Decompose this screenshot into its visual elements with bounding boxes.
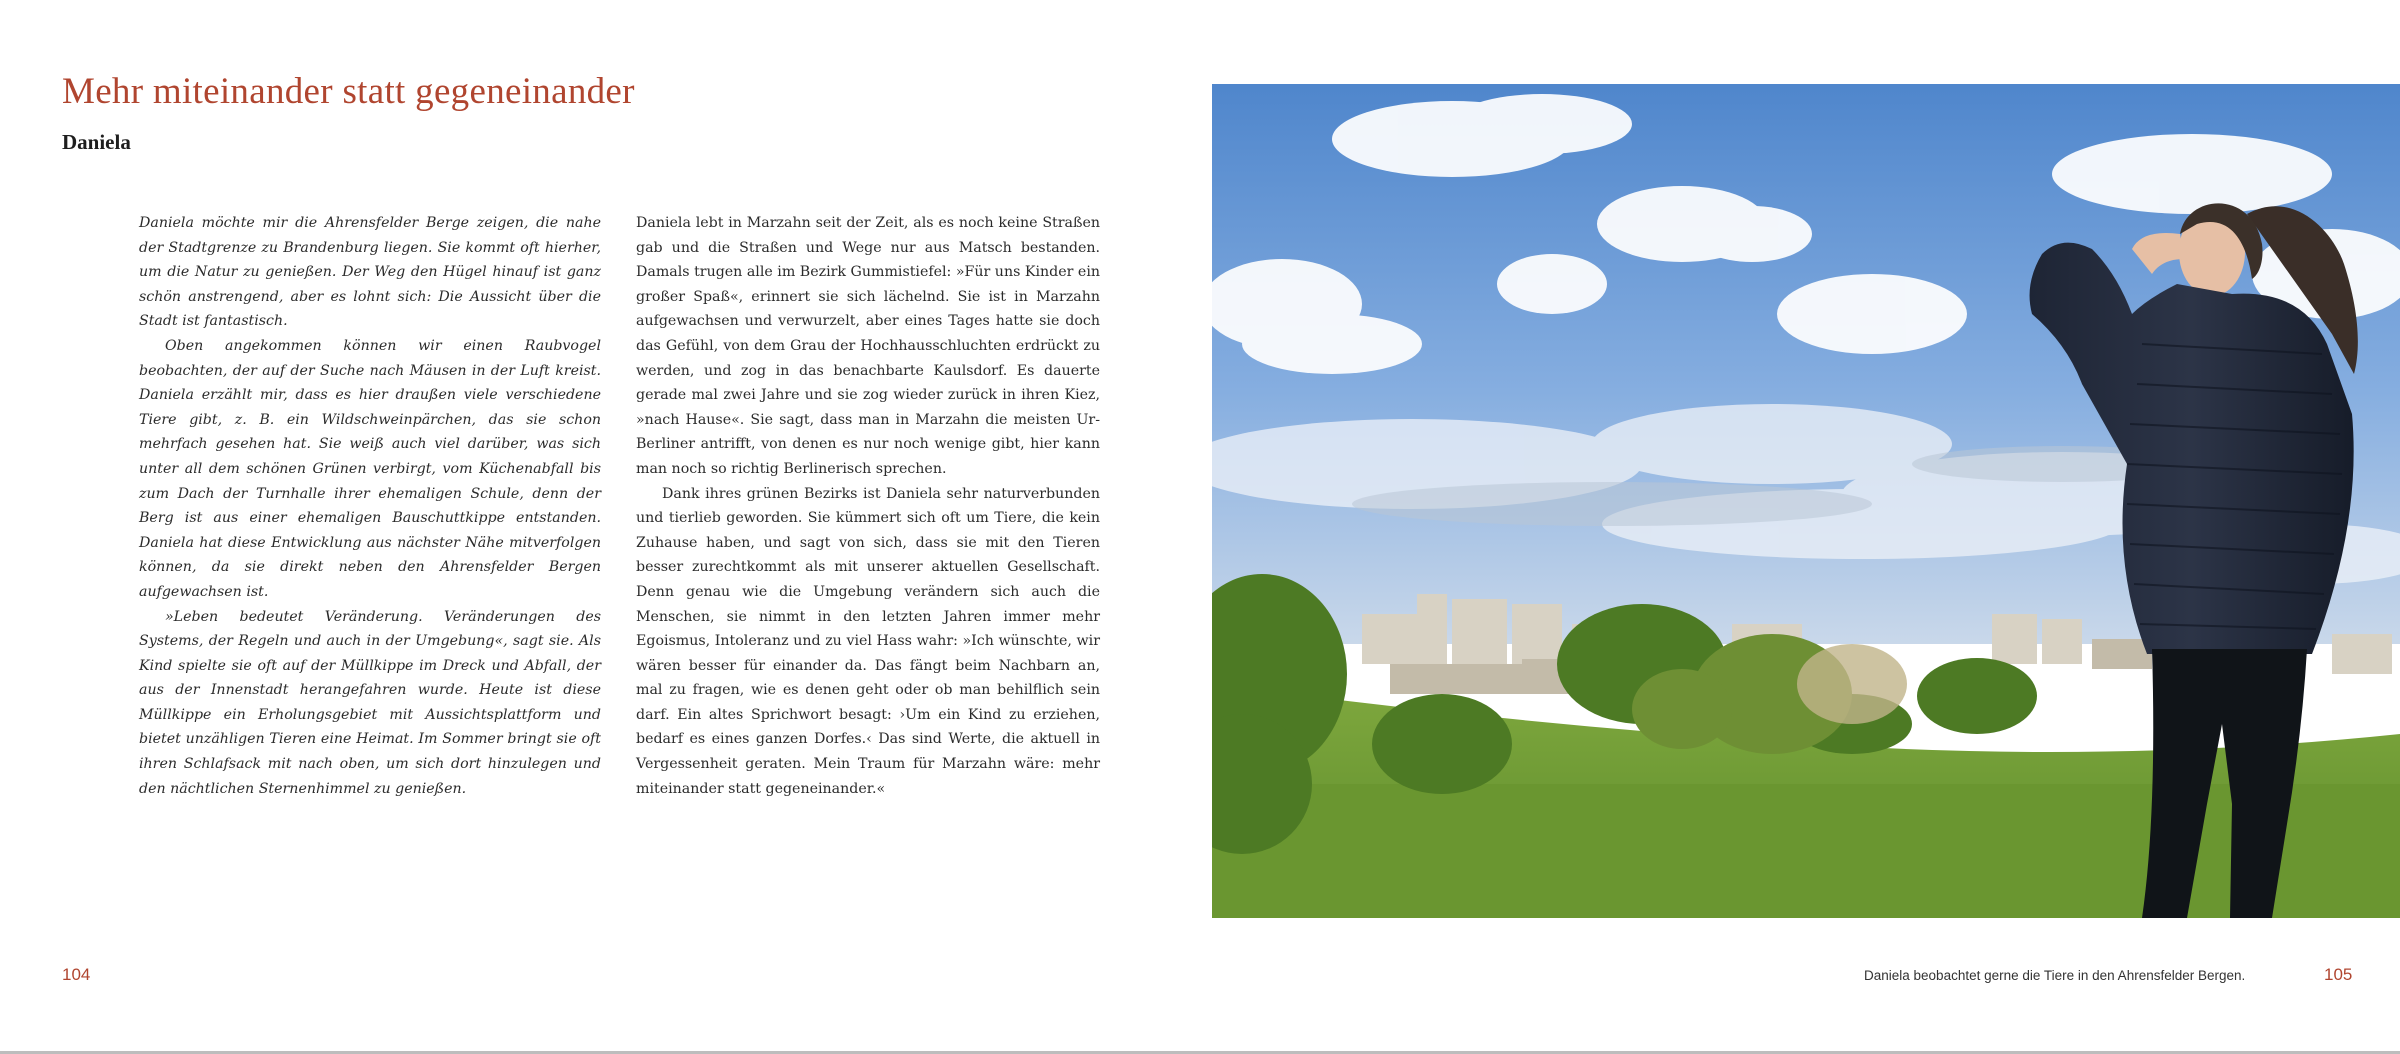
paragraph: »Leben bedeutet Veränderung. Veränderungen des Systems, der Regeln und auch in der Umgebung«, sagt sie. Als Kind spielte sie oft auf der Müllkippe im Dreck und Abfall, der aus der Innenstadt herangefahren wurde. Heute ist diese Müllkippe ein Erholungsgebiet mit Aussichtsplattform und bietet unzähligen Tieren eine Heimat. Im Sommer bringt sie oft ihren Schlafsack mit nach oben, um sich dort hinzulegen und den nächtlichen Sternenhimmel zu genießen. [139, 608, 601, 797]
page-number-right: 105 [2324, 965, 2353, 984]
paragraph: Dank ihres grünen Bezirks ist Daniela sehr naturverbunden und tierlieb geworden. Sie kümmert sich oft um Tiere, die kein Zuhause haben, und sagt von sich, dass sie mit den Tieren besser zurechtkommt als mit unserer aktuellen Gesellschaft. Denn genau wie die Umgebung verändern sich auch die Menschen, sie nimmt in den letzten Jahren immer mehr Egoismus, Intoleranz und zu viel Hass wahr: »Ich wünschte, wir wären besser für einander da. Das fängt beim Nachbarn an, mal zu fragen, wie es denen geht oder ob man behilflich sein darf. Ein altes Sprichwort besagt: ›Um ein Kind zu erziehen, bedarf es eines ganzen Dorfes.‹ Das sind Werte, die aktuell in Vergessenheit geraten. Mein Traum für Marzahn wäre: mehr miteinander statt gegeneinander.« [636, 485, 1100, 797]
left-text-column [139, 211, 601, 801]
landscape-photo [1212, 84, 2400, 918]
right-text-column [636, 211, 1100, 801]
paragraph: Oben angekommen können wir einen Raubvogel beobachten, der auf der Suche nach Mäusen in der Luft kreist. Daniela erzählt mir, dass es hier draußen viele verschiedene Tiere gibt, z. B. ein Wildschweinpärchen, das sie schon mehrfach gesehen hat. Sie weiß auch viel darüber, was sich unter all dem schönen Grünen verbirgt, vom Küchenabfall bis zum Dach der Turnhalle ihrer ehemaligen Schule, denn der Berg ist aus einer ehemaligen Bauschuttkippe entstanden. Daniela hat diese Entwicklung aus nächster Nähe mitverfolgen können, da sie direkt neben den Ahrensfelder Bergen aufgewachsen ist. [139, 337, 601, 600]
chapter-title: Mehr miteinander statt gegeneinander [62, 71, 635, 112]
photo-caption: Daniela beobachtet gerne die Tiere in den Ahrensfelder Bergen. [1864, 968, 2246, 983]
chapter-subtitle: Daniela [62, 130, 131, 154]
page-number-left: 104 [62, 965, 91, 984]
paragraph: Daniela möchte mir die Ahrensfelder Berge zeigen, die nahe der Stadtgrenze zu Brandenburg liegen. Sie kommt oft hierher, um die Natur zu genießen. Der Weg den Hügel hinauf ist ganz schön anstrengend, aber es lohnt sich: Die Aussicht über die Stadt ist fantastisch. [139, 215, 601, 330]
paragraph: Daniela lebt in Marzahn seit der Zeit, als es noch keine Straßen gab und die Straßen und Wege nur aus Matsch bestanden. Damals trugen alle im Bezirk Gummistiefel: »Für uns Kinder ein großer Spaß«, erinnert sie sich lächelnd. Sie ist in Marzahn aufgewachsen und verwurzelt, aber eines Tages hatte sie doch das Gefühl, von dem Grau der Hochhausschluchten erdrückt zu werden, und zog in das benachbarte Kaulsdorf. Es dauerte gerade mal zwei Jahre und sie zog wieder zurück in ihren Kiez, »nach Hause«. Sie sagt, dass man in Marzahn die meisten Ur-Berliner antrifft, von denen es nur noch wenige gibt, hier kann man noch so richtig Berlinerisch sprechen. [636, 215, 1100, 477]
